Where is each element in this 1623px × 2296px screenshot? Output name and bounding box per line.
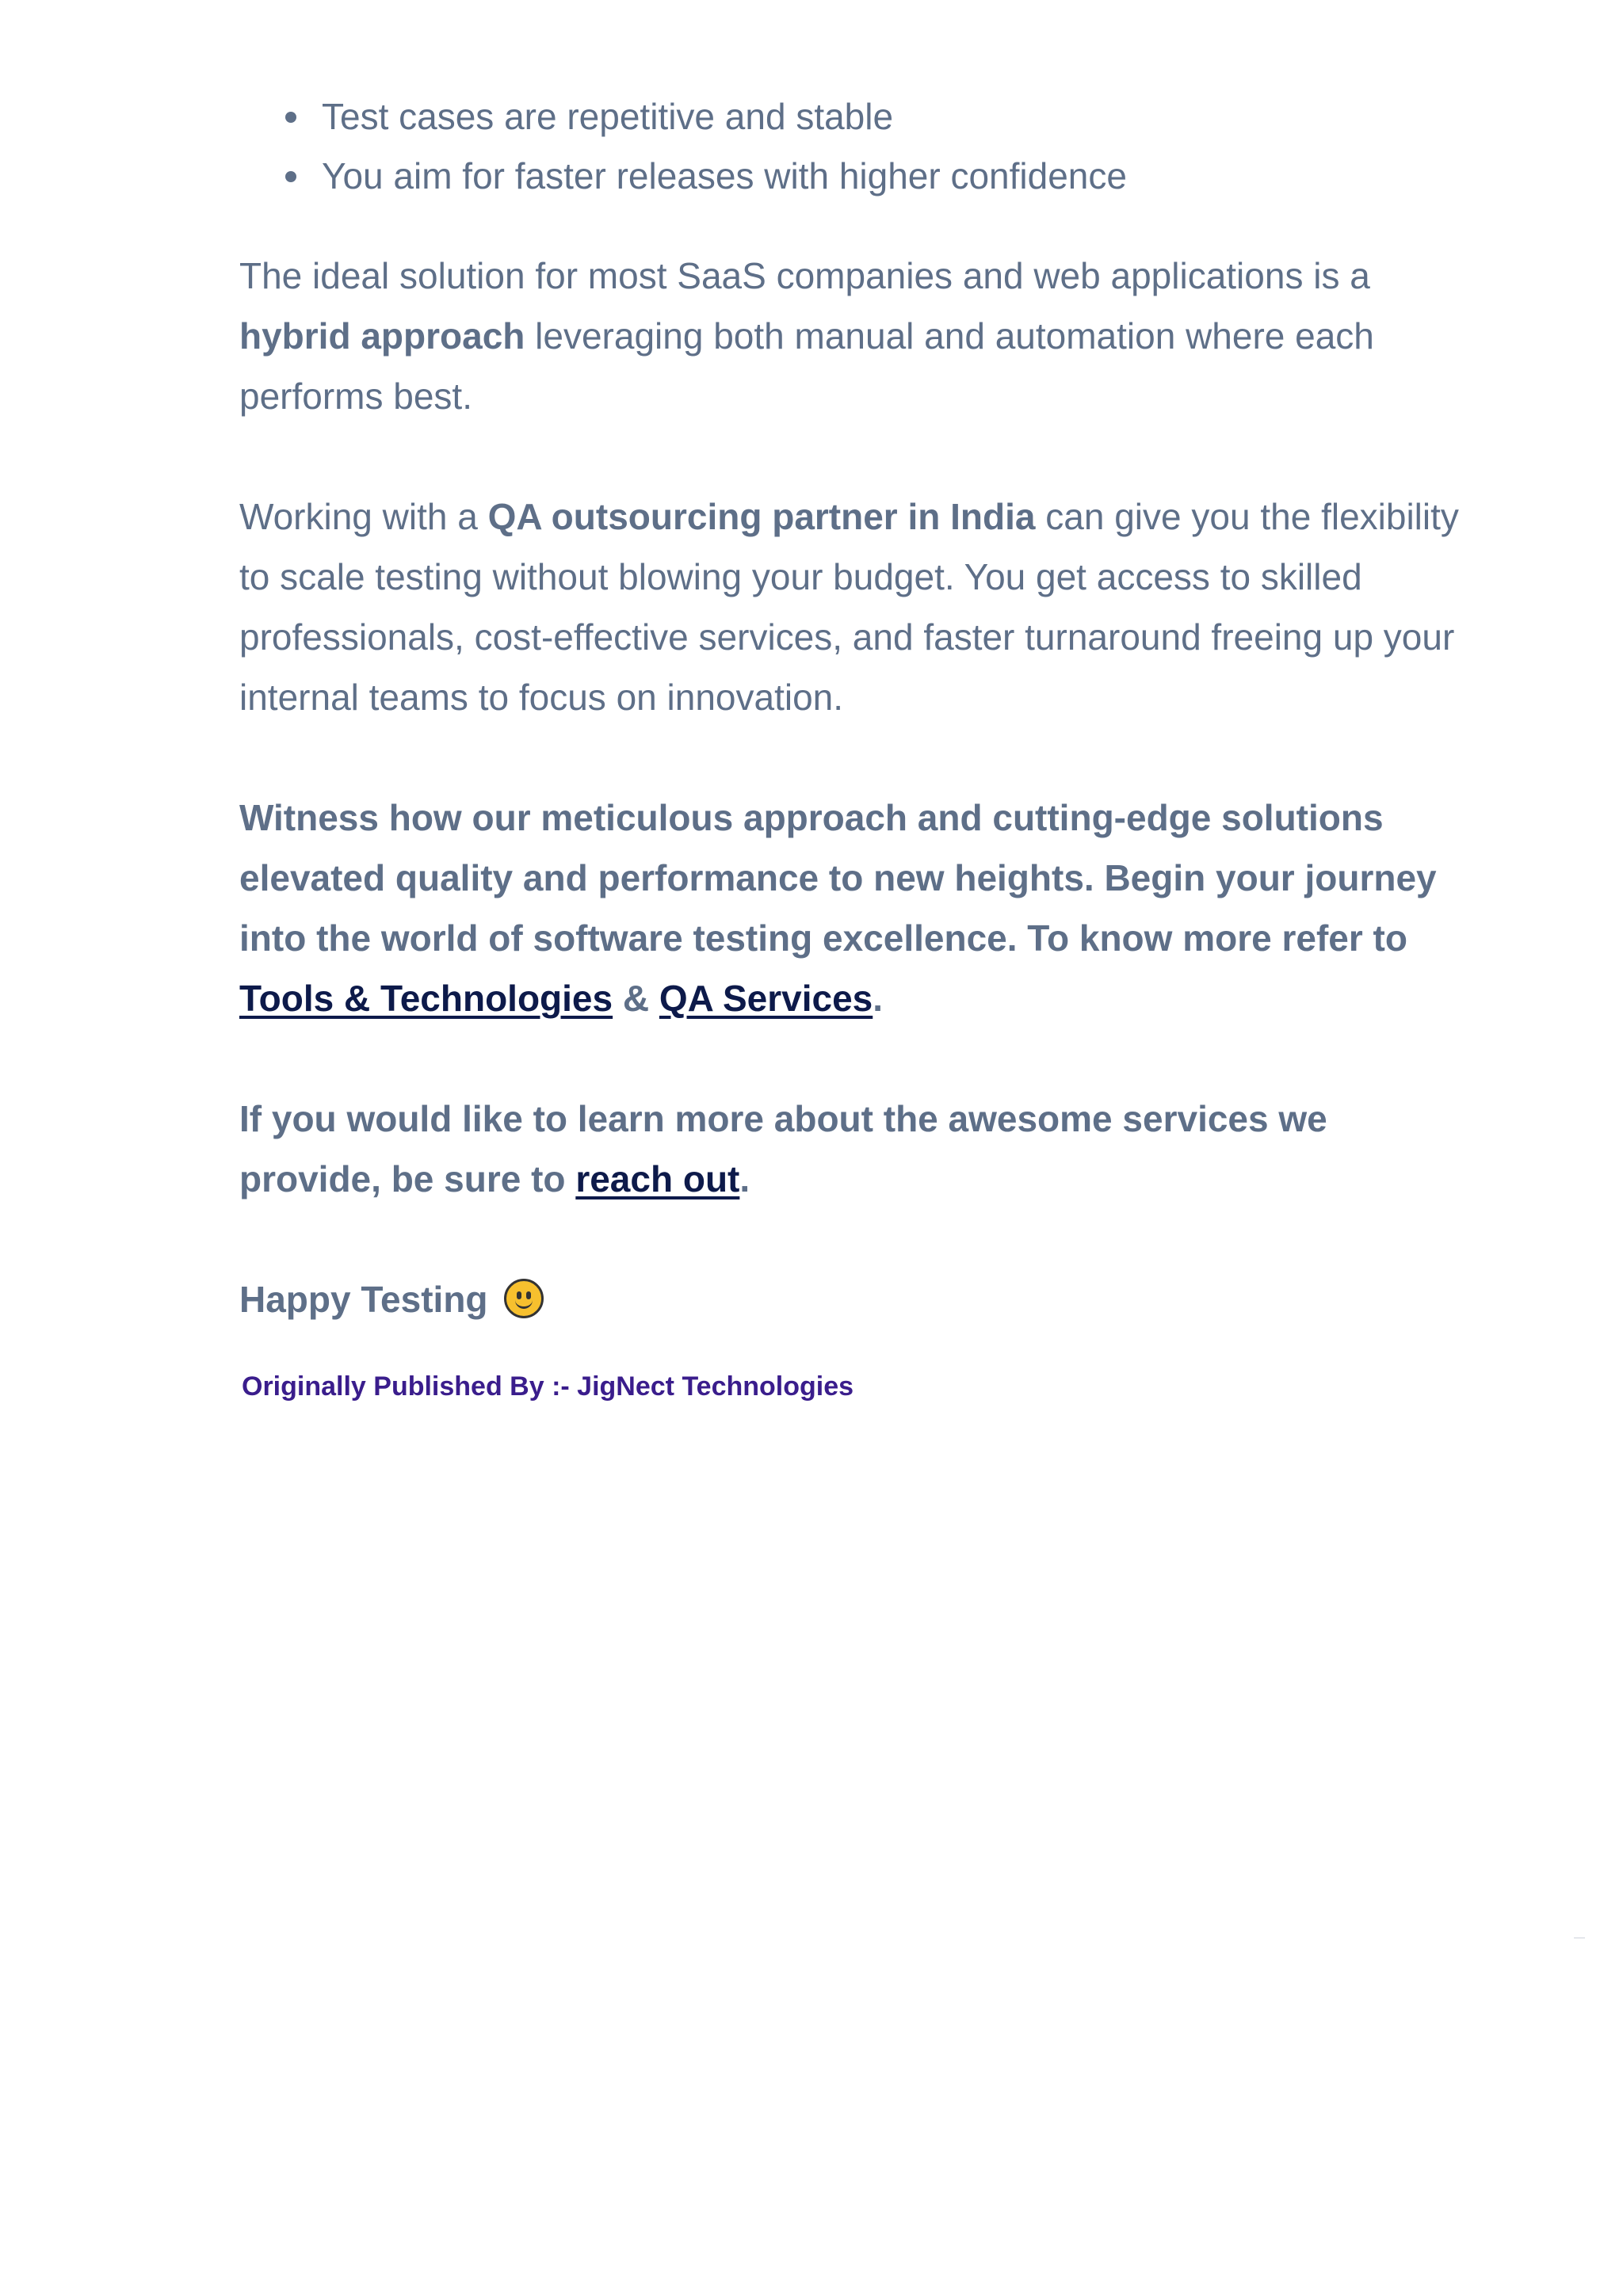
bold-text: QA outsourcing partner in India [487,496,1036,537]
list-item [322,87,1460,147]
bullet-text: You aim for faster releases with higher confidence [322,155,1127,196]
qa-services-link[interactable]: QA Services [659,978,873,1019]
reach-out-link[interactable]: reach out [575,1158,740,1199]
paragraph-text: leveraging both manual and automation where each performs best. [239,315,1374,417]
period-text: . [739,1158,750,1199]
outsourcing-paragraph [239,486,1460,727]
bullet-dot-icon [285,112,296,123]
bullet-list [239,87,1460,206]
hybrid-approach-paragraph [239,246,1460,426]
paragraph-text: can give you the flexibility to scale testing without blowing your budget. You get access to skilled professionals, cost-effective services, and faster turnaround freeing up your internal teams to focus on innovation. [239,496,1459,718]
paragraph-text: If you would like to learn more about the awesome services we provide, be sure to [239,1098,1327,1199]
bold-text: hybrid approach [239,315,525,357]
paragraph-text: The ideal solution for most SaaS companies and web applications is a [239,255,1370,296]
closing-line [239,1269,1460,1329]
published-by-credit: Originally Published By :- JigNect Technologies [242,1371,854,1402]
period-text: . [873,978,884,1019]
divider-mark [1574,1937,1585,1939]
paragraph-text: Witness how our meticulous approach and cutting-edge solutions elevated quality and performance to new heights. Begin your journey into the world of software testing excellence. To know more refer to [239,797,1437,959]
paragraph-text: Working with a [239,496,488,537]
bullet-text: Test cases are repetitive and stable [322,96,894,137]
closing-text: Happy Testing [239,1279,488,1320]
witness-paragraph [239,788,1460,1028]
tools-technologies-link[interactable]: Tools & Technologies [239,978,613,1019]
bullet-dot-icon [285,171,296,182]
reach-out-paragraph [239,1089,1460,1209]
list-item [322,147,1460,206]
document-page [239,87,1460,1404]
separator-text: & [613,978,659,1019]
smiley-face-icon [504,1279,544,1318]
